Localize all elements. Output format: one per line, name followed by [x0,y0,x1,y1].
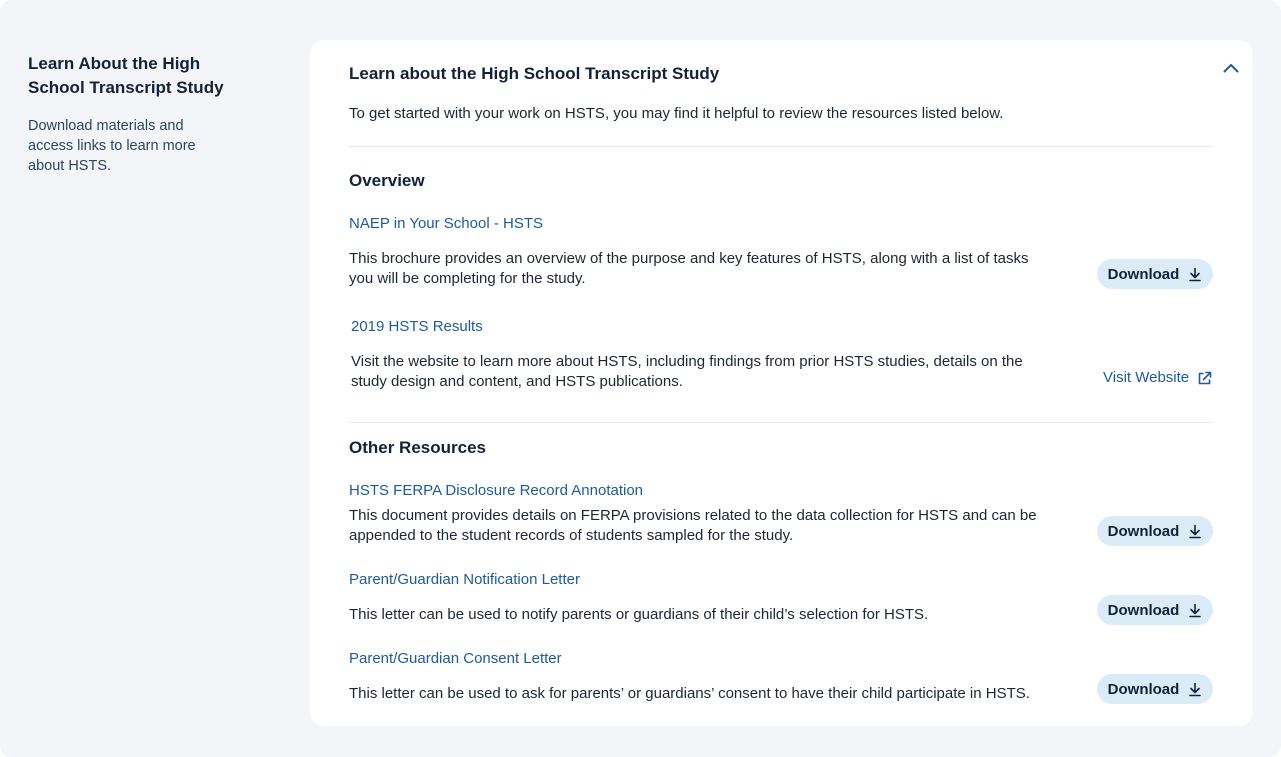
card-title: Learn about the High School Transcript Study [349,64,720,83]
section-heading-other-resources: Other Resources [349,438,486,457]
sidebar-description: Download materials and access links to learn more about HSTS. [28,118,196,174]
resource-description: This letter can be used to ask for parents’ or guardians’ consent to have their child participate in HSTS. [349,685,1030,702]
section-heading-overview: Overview [349,171,425,190]
resource-link-naep-in-your-school[interactable]: NAEP in Your School - HSTS [349,215,543,232]
download-button[interactable] [1097,259,1213,289]
collapse-button[interactable] [1219,56,1243,80]
resources-card [310,40,1253,726]
external-link-icon [1197,371,1212,386]
resource-description: Visit the website to learn more about HSTS, including findings from prior HSTS studies, details on the study design and content, and HSTS publications. [351,353,1023,390]
download-button[interactable] [1097,595,1213,625]
visit-website-link[interactable] [1103,368,1212,388]
chevron-up-icon [1223,63,1239,73]
resource-link-ferpa-disclosure[interactable]: HSTS FERPA Disclosure Record Annotation [349,482,644,499]
resource-description: This brochure provides an overview of the purpose and key features of HSTS, along with a list of tasks you will be completing for the study. [349,250,1029,287]
download-icon [1188,267,1202,282]
sidebar [28,52,228,176]
resource-description: This document provides details on FERPA provisions related to the data collection for HSTS and can be appended to the student records of students sampled for the study. [349,507,1037,544]
download-button-label: Download [1107,265,1180,283]
divider [349,422,1213,423]
sidebar-title: Learn About the High School Transcript Study [28,54,224,97]
resource-link-notification-letter[interactable]: Parent/Guardian Notification Letter [349,571,580,588]
download-button-label: Download [1107,601,1180,619]
divider [349,146,1213,147]
download-icon [1188,524,1202,539]
resource-link-consent-letter[interactable]: Parent/Guardian Consent Letter [349,650,562,667]
download-button[interactable] [1097,674,1213,704]
download-button[interactable] [1097,516,1213,546]
resource-description: This letter can be used to notify parents or guardians of their child’s selection for HSTS. [349,606,929,623]
download-button-label: Download [1107,680,1180,698]
download-icon [1188,682,1202,697]
resource-link-2019-hsts-results[interactable]: 2019 HSTS Results [351,318,483,335]
visit-website-label: Visit Website [1103,369,1190,386]
download-icon [1188,603,1202,618]
download-button-label: Download [1107,522,1180,540]
card-intro: To get started with your work on HSTS, you may find it helpful to review the resources listed below. [349,105,1004,122]
